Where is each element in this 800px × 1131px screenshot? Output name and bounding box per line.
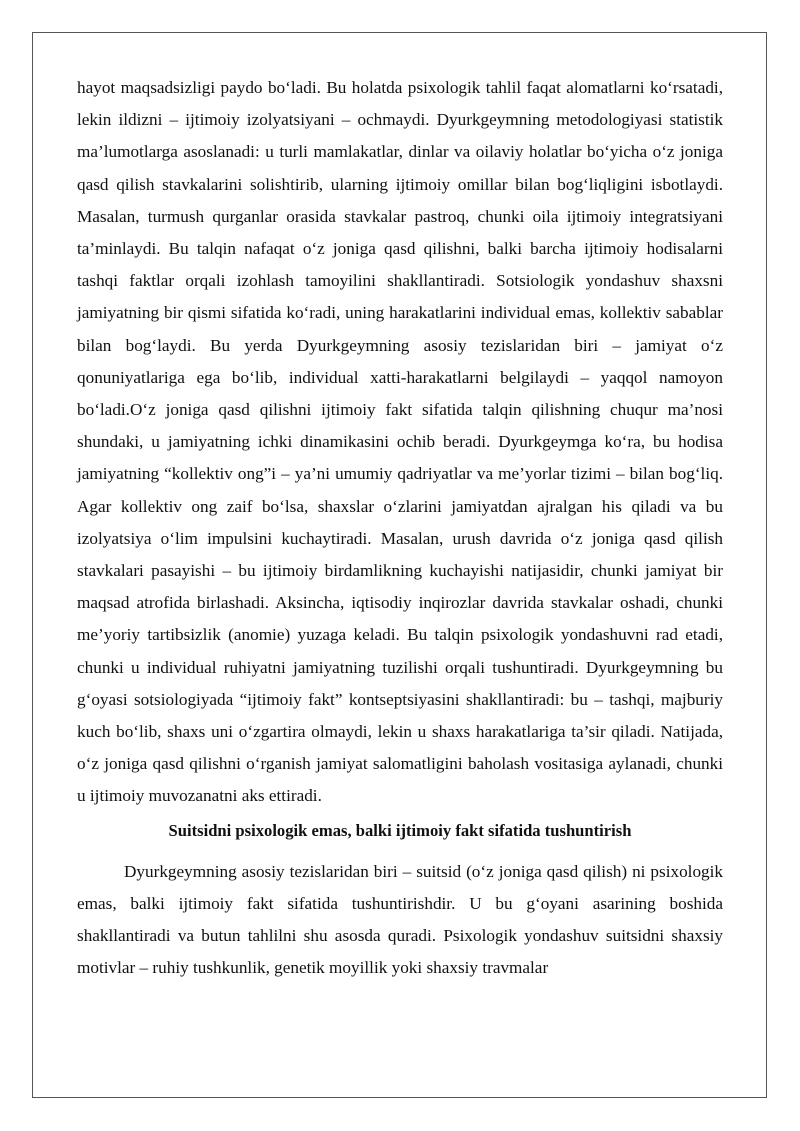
document-body: [77, 72, 723, 984]
body-paragraph: hayot maqsadsizligi paydo bo‘ladi. Bu holatda psixologik tahlil faqat alomatlarni ko‘rsatadi, lekin ildizni – ijtimoiy izolyatsiyani – ochmaydi. Dyurkgeymning metodologiyasi statistik ma’lumotlarga asoslanadi: u turli mamlakatlar, dinlar va oilaviy holatlar bo‘yicha o‘z joniga qasd qilish stavkalarini solishtirib, ularning ijtimoiy omillar bilan bog‘liqligini isbotlaydi. Masalan, turmush qurganlar orasida stavkalar pastroq, chunki oila ijtimoiy integratsiyani ta’minlaydi. Bu talqin nafaqat o‘z joniga qasd qilishni, balki barcha ijtimoiy hodisalarni tashqi faktlar orqali izohlash tamoyilini shakllantiradi. Sotsiologik yondashuv shaxsni jamiyatning bir qismi sifatida ko‘radi, uning harakatlarini individual emas, kollektiv sabablar bilan bog‘laydi. Bu yerda Dyurkgeymning asosiy tezislaridan biri – jamiyat o‘z qonuniyatlariga ega bo‘lib, individual xatti-harakatlarni belgilaydi – yaqqol namoyon bo‘ladi.O‘z joniga qasd qilishni ijtimoiy fakt sifatida talqin qilishning chuqur ma’nosi shundaki, u jamiyatning ichki dinamikasini ochib beradi. Dyurkgeymga ko‘ra, bu hodisa jamiyatning “kollektiv ong”i – ya’ni umumiy qadriyatlar va me’yorlar tizimi – bilan bog‘liq. Agar kollektiv ong zaif bo‘lsa, shaxslar o‘zlarini jamiyatdan ajralgan his qiladi va bu izolyatsiya o‘lim impulsini kuchaytiradi. Masalan, urush davrida o‘z joniga qasd qilish stavkalari pasayishi – bu ijtimoiy birdamlikning kuchayishi natijasidir, chunki jamiyat bir maqsad atrofida birlashadi. Aksincha, iqtisodiy inqirozlar davrida stavkalar oshadi, chunki me’yoriy tartibsizlik (anomie) yuzaga keladi. Bu talqin psixologik yondashuvni rad etadi, chunki u individual ruhiyatni jamiyatning tuzilishi orqali tushuntiradi. Dyurkgeymning bu g‘oyasi sotsiologiyada “ijtimoiy fakt” kontseptsiyasini shakllantiradi: bu – tashqi, majburiy kuch bo‘lib, shaxs uni o‘zgartira olmaydi, lekin u shaxs harakatlariga ta’sir qiladi. Natijada, o‘z joniga qasd qilishni o‘rganish jamiyat salomatligini baholash vositasiga aylanadi, chunki u ijtimoiy muvozanatni aks ettiradi.: [77, 78, 723, 806]
body-paragraph-indented: Dyurkgeymning asosiy tezislaridan biri – suitsid (o‘z joniga qasd qilish) ni psixologik emas, balki ijtimoiy fakt sifatida tushuntirishdir. U bu g‘oyani asarining boshida shakllantiradi va butun tahlilni shu asosda quradi. Psixologik yondashuv suitsidni shaxsiy motivlar – ruhiy tushkunlik, genetik moyillik yoki shaxsiy travmalar: [77, 861, 723, 978]
section-heading: Suitsidni psixologik emas, balki ijtimoiy fakt sifatida tushuntirish: [168, 820, 632, 840]
